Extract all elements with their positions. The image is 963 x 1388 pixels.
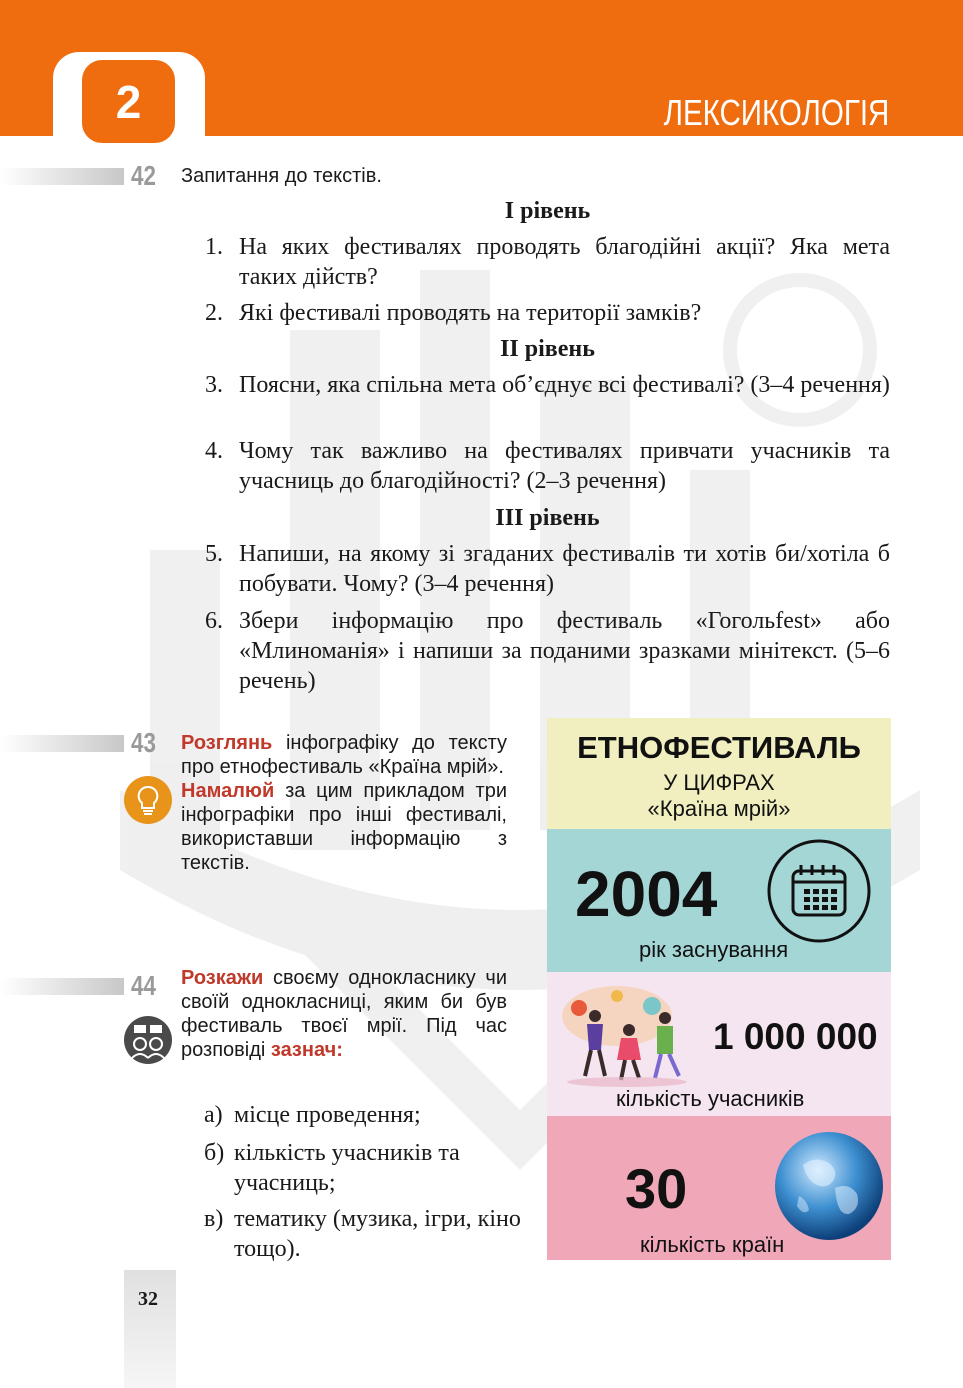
lightbulb-icon: [124, 776, 172, 824]
infographic-subtitle: У ЦИФРАХ: [663, 770, 775, 795]
exercise-43-marker-bar: [0, 735, 124, 752]
participants-count: 1 000 000: [713, 1016, 878, 1057]
question-2: [205, 298, 890, 328]
chapter-number-badge: 2: [82, 60, 175, 143]
exercise-44-verb-2: зазнач:: [270, 1039, 343, 1061]
question-number: 6.: [205, 608, 223, 634]
exercise-43-number: 43: [131, 727, 156, 758]
list-item-text: тематику (музика, ігри, кіно тощо).: [234, 1206, 521, 1262]
question-3: [205, 370, 890, 400]
globe-icon: [773, 1130, 885, 1242]
infographic-participants-band: [547, 972, 891, 1116]
level-2-heading: ІІ рівень: [500, 336, 595, 362]
question-text: Напиши, на якому зі згаданих фестивалів ти хотів би/хотіла б побувати. Чому? (3–4 речення): [239, 541, 890, 597]
exercise-44-number: 44: [131, 970, 156, 1001]
infographic-countries-band: [547, 1116, 891, 1260]
participants-label: кількість учасників: [616, 1086, 805, 1111]
exercise-43-text-1: інфографіку до тексту про етнофестиваль «Країна мрій».: [181, 732, 507, 778]
exercise-43-verb-2: Намалюй: [181, 780, 275, 802]
question-text: Які фестивалі проводять на території замків?: [239, 300, 702, 326]
section-title: ЛЕКСИКОЛОГІЯ: [663, 92, 889, 133]
calendar-icon: [766, 838, 872, 944]
exercise-43-text: [181, 731, 507, 875]
list-item: [204, 1204, 534, 1264]
list-item-text: місце проведення;: [234, 1102, 421, 1128]
list-item-label: в): [204, 1206, 224, 1232]
exercise-42-task: Запитання до текстів.: [181, 165, 382, 187]
infographic-title-band: [547, 718, 891, 829]
list-item: [204, 1138, 504, 1198]
question-number: 4.: [205, 438, 223, 464]
question-6: [205, 606, 890, 696]
question-4: [205, 436, 890, 496]
level-1-heading: І рівень: [504, 198, 591, 224]
question-number: 3.: [205, 372, 223, 398]
exercise-42-marker-bar: [0, 168, 124, 185]
question-number: 5.: [205, 541, 223, 567]
countries-label: кількість країн: [640, 1232, 785, 1257]
level-3-heading: ІІІ рівень: [495, 505, 600, 531]
exercise-43-text-2: за цим прикладом три інфографіки про інші фестивалі, використавши інформацію з текстів.: [181, 780, 507, 874]
question-text: На яких фестивалях проводять благодійні акції? Яка мета таких дійств?: [239, 234, 890, 290]
exercise-44-marker-bar: [0, 978, 124, 995]
exercise-44-text-1: своєму однокласнику чи своїй однокласниці, яким би був фестиваль твоєї мрії. Під час розповіді: [181, 967, 507, 1061]
question-text: Збери інформацію про фестиваль «Гогольfest» або «Млиноманія» і напиши за поданими зразками мінітекст. (5–6 речень): [239, 608, 890, 694]
question-text: Поясни, яка спільна мета об’єднує всі фестивалі? (3–4 речення): [239, 372, 890, 398]
question-1: [205, 232, 890, 292]
exercise-44-text: [181, 966, 507, 1062]
infographic-year-band: [547, 829, 891, 972]
countries-count: 30: [625, 1157, 688, 1220]
infographic-title: ЕТНОФЕСТИВАЛЬ: [577, 730, 861, 765]
question-number: 2.: [205, 300, 223, 326]
list-item-label: а): [204, 1102, 223, 1128]
founding-year-label: рік заснування: [639, 937, 789, 962]
founding-year: 2004: [575, 858, 718, 930]
exercise-42-number: 42: [131, 160, 156, 191]
exercise-43-verb-1: Розглянь: [181, 732, 273, 754]
dancing-people-icon: [557, 976, 697, 1088]
question-number: 1.: [205, 234, 223, 260]
list-item-label: б): [204, 1140, 225, 1166]
list-item-text: кількість учасників та учасниць;: [234, 1140, 460, 1196]
question-text: Чому так важливо на фестивалях привчати учасників та учасниць до благодійності? (2–3 речення): [239, 438, 890, 494]
exercise-44-verb-1: Розкажи: [181, 967, 264, 989]
infographic-festival-name: «Країна мрій»: [647, 796, 791, 821]
list-item: [204, 1100, 534, 1130]
page-number: 32: [138, 1288, 158, 1310]
pair-talk-icon: [124, 1016, 172, 1064]
question-5: [205, 539, 890, 599]
